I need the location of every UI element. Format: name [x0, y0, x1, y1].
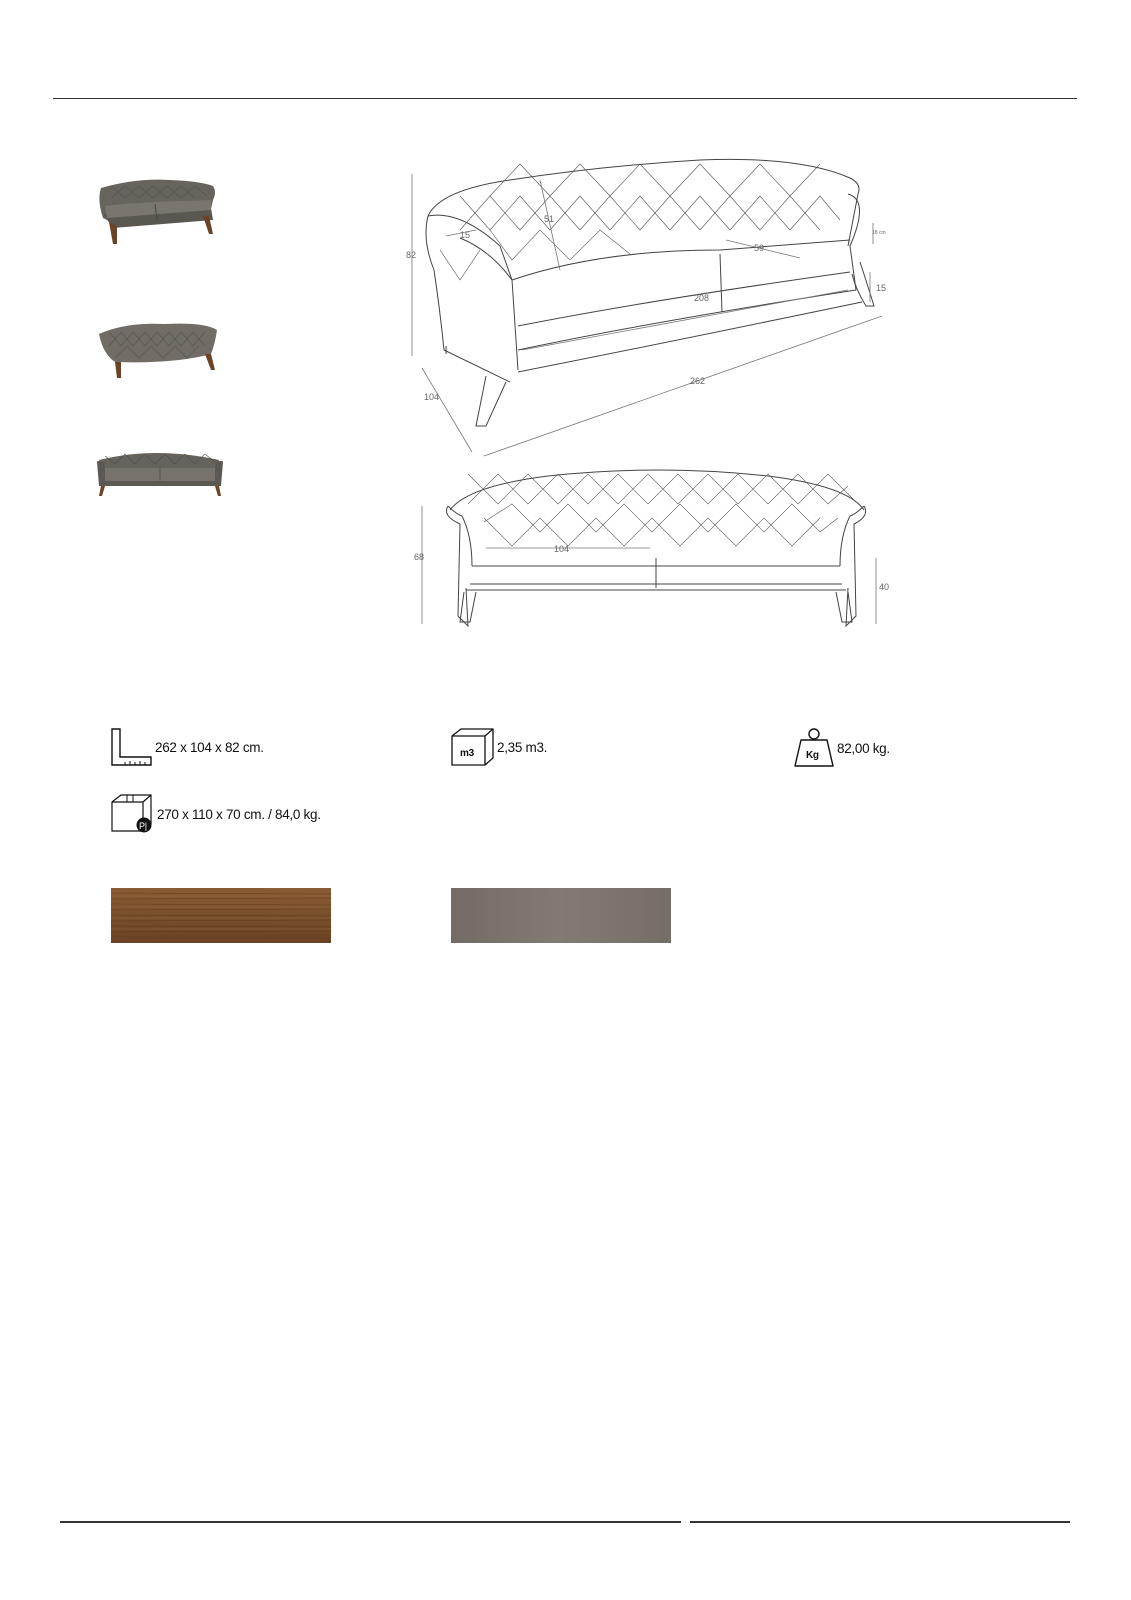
dim-seat-width: 208 [694, 293, 710, 303]
dim-width: 262 [690, 376, 706, 386]
dim-cushion-width: 104 [554, 544, 570, 554]
dim-height: 82 [406, 250, 417, 260]
svg-text:m3: m3 [460, 748, 474, 759]
spec-volume [451, 728, 547, 766]
dim-back-height: 51 [544, 214, 555, 224]
weight-icon [793, 728, 835, 768]
leather-finish-swatch[interactable] [451, 888, 671, 943]
dim-depth: 104 [424, 392, 440, 402]
spec-package [111, 794, 321, 834]
ruler-icon [111, 728, 153, 766]
spec-dimensions [111, 728, 264, 766]
svg-text:Kg: Kg [806, 750, 819, 761]
dim-seat-depth: 59 [754, 243, 765, 253]
cube-volume-icon [451, 728, 495, 766]
sofa-thumbnail-back[interactable] [95, 318, 225, 388]
spec-package-text: 270 x 110 x 70 cm. / 84,0 kg. [157, 806, 321, 822]
sofa-dimension-drawing-front [408, 466, 904, 646]
sofa-thumbnail-angled[interactable] [95, 178, 225, 254]
spec-weight-text: 82,00 kg. [837, 740, 890, 756]
spec-dimensions-text: 262 x 104 x 82 cm. [155, 739, 264, 755]
dim-front-height: 68 [414, 552, 425, 562]
dim-arm-top: 18 cm [872, 230, 886, 236]
sofa-thumbnail-front[interactable] [95, 448, 225, 504]
spec-weight [793, 728, 890, 768]
footer-divider-right [690, 1521, 1070, 1523]
svg-text:P|: P| [139, 821, 147, 831]
dim-leg-height: 15 [876, 283, 887, 293]
package-box-icon [111, 794, 155, 834]
spec-volume-text: 2,35 m3. [497, 739, 548, 755]
footer-divider-left [60, 1521, 681, 1523]
dim-seat-height: 40 [879, 582, 890, 592]
dim-arm-width: 15 [460, 230, 471, 240]
wood-finish-swatch[interactable] [111, 888, 331, 943]
sofa-dimension-drawing-perspective [400, 150, 920, 470]
header-divider [53, 98, 1077, 99]
